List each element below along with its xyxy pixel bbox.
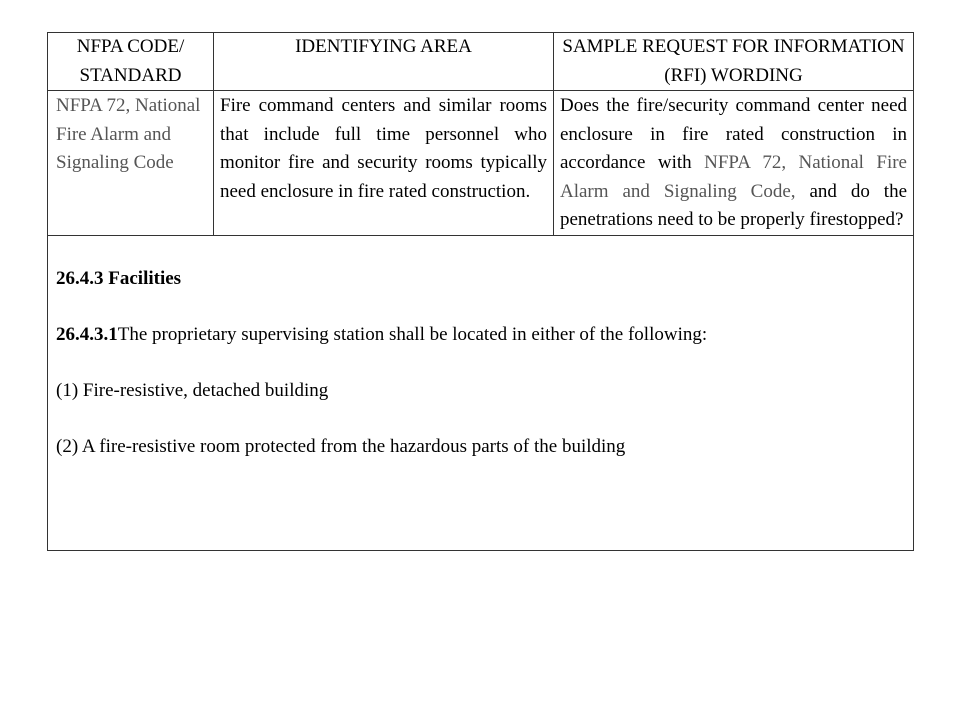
header-row [48,33,914,91]
rfi-code-reference: NFPA 72, National Fire Alarm and Signaling Code, [560,152,907,202]
table-row [48,91,914,236]
header-rfi-wording: SAMPLE REQUEST FOR INFORMATION (RFI) WORDING [554,33,914,91]
cell-area: Fire command centers and similar rooms that include full time personnel who monitor fire and security rooms typically need enclosure in fire rated construction. [214,91,554,236]
cell-rfi [554,91,914,236]
excerpt-heading: 26.4.3 Facilities [56,267,182,289]
clause-number: 26.4.3.1 [56,323,118,345]
header-identifying-area: IDENTIFYING AREA [214,33,554,91]
excerpt-item-2: (2) A fire-resistive room protected from the hazardous parts of the building [56,435,626,457]
rfi-text-before: Does the fire/security command center need enclosure in fire rated construction in accordance with [560,95,907,173]
clause-text: The proprietary supervising station shall be located in either of the following: [117,323,708,345]
rfi-text-after: and do the penetrations need to be properly firestopped? [560,180,907,230]
excerpt-item-1: (1) Fire-resistive, detached building [56,379,329,401]
excerpt-clause [56,320,907,349]
excerpt-row [48,235,914,550]
rfi-table [47,32,914,551]
cell-code: NFPA 72, National Fire Alarm and Signaling Code [48,91,214,236]
excerpt-cell [48,235,914,550]
header-nfpa-code: NFPA CODE/ STANDARD [48,33,214,91]
